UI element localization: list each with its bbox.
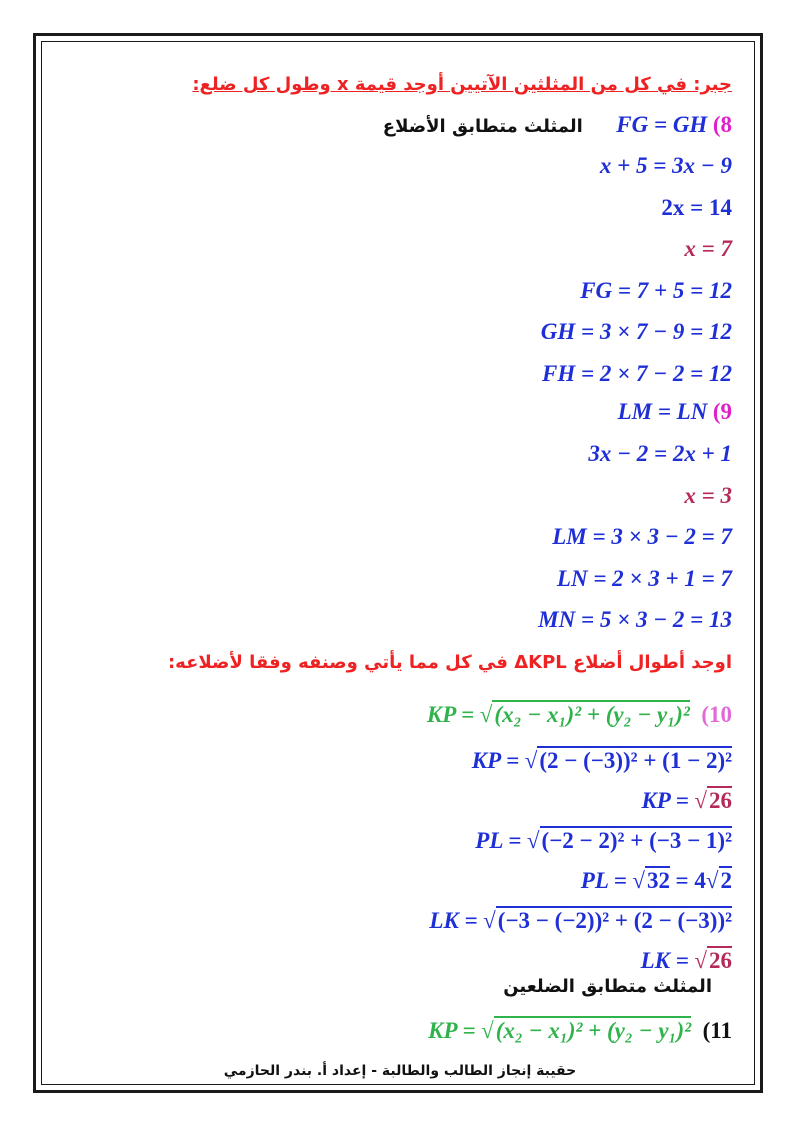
- p8-fh-length: FH = 2 × 7 − 2 = 12: [542, 361, 732, 386]
- p8-fg-length: FG = 7 + 5 = 12: [580, 278, 732, 303]
- problem-number-11: (11: [702, 1018, 732, 1043]
- p10-kp-result: KP = √26: [641, 788, 732, 813]
- problem-number-9: (9: [712, 399, 732, 424]
- p11-distance-formula: KP = √(x₂ − x₁)² + (y₂ − y₁)² (11: [428, 1018, 732, 1043]
- p8-x-value: x = 7: [684, 236, 732, 261]
- given-fg-gh: FG = GH: [616, 112, 708, 137]
- problem-8-given: [383, 112, 732, 140]
- problem-number-10: (10: [701, 702, 732, 727]
- isosceles-note: المثلث متطابق الضلعين: [503, 976, 712, 997]
- problem-number-8: (8: [712, 112, 732, 137]
- p10-pl-calc: PL = √(−2 − 2)² + (−3 − 1)²: [475, 828, 732, 853]
- p9-ln-length: LN = 2 × 3 + 1 = 7: [556, 566, 732, 591]
- p10-lk-calc: LK = √(−3 − (−2))² + (2 − (−3))²: [429, 908, 732, 933]
- problem-9-given: [618, 399, 732, 425]
- p9-lm-length: LM = 3 × 3 − 2 = 7: [552, 524, 732, 549]
- p9-mn-length: MN = 5 × 3 − 2 = 13: [538, 607, 732, 632]
- p8-line-1: x + 5 = 3x − 9: [599, 153, 732, 178]
- p10-kp-calc: KP = √(2 − (−3))² + (1 − 2)²: [471, 748, 732, 773]
- p10-lk-result: LK = √26: [640, 948, 732, 973]
- p8-gh-length: GH = 3 × 7 − 9 = 12: [540, 319, 732, 344]
- p10-distance-formula: KP = √(x₂ − x₁)² + (y₂ − y₁)² (10: [426, 702, 732, 727]
- equilateral-note: المثلث متطابق الأضلاع: [382, 116, 583, 137]
- given-lm-ln: LM = LN: [617, 399, 708, 424]
- heading-find-x: جبر: في كل من المثلثين الآتيين أوجد قيمة x وطول كل ضلع:: [192, 74, 732, 95]
- page-footer: حقيبة إنجاز الطالب والطالبة - إعداد أ. بندر الحازمي: [223, 1063, 577, 1079]
- p9-line-1: 3x − 2 = 2x + 1: [588, 441, 732, 466]
- p10-pl-result: PL = √32 = 4√2: [580, 868, 732, 893]
- p8-line-2: 2x = 14: [661, 195, 732, 220]
- heading-find-sides: اوجد أطوال أضلاع ΔKPL في كل مما يأتي وصنفه وفقا لأضلاعه:: [167, 652, 732, 673]
- p9-x-value: x = 3: [684, 483, 732, 508]
